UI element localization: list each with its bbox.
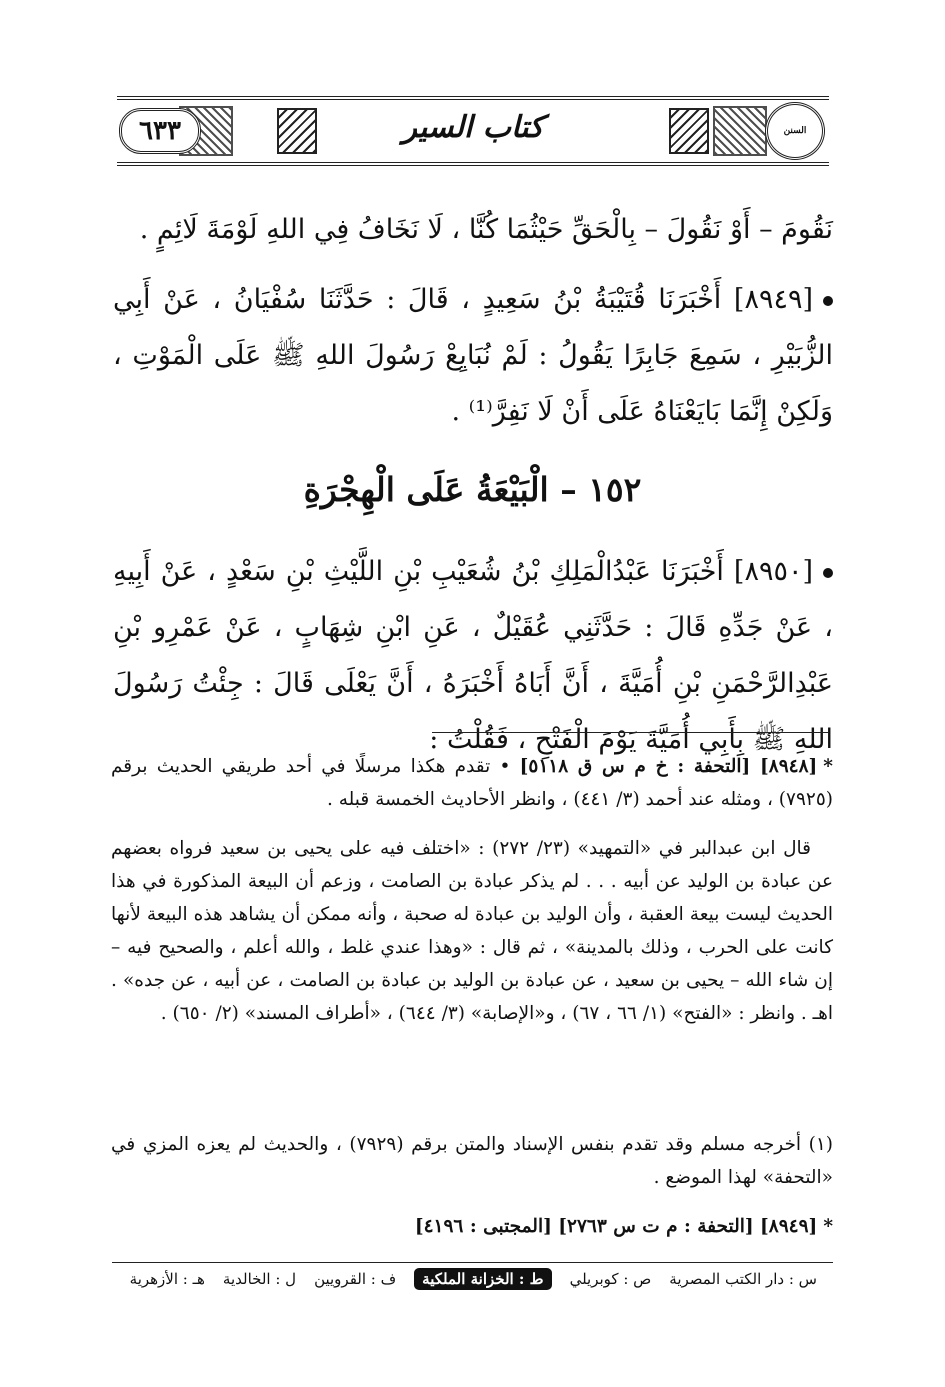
legend-lam: ل : الخالدية	[222, 1270, 297, 1288]
legend-ta: ط : الخزانة الملكية	[414, 1268, 551, 1290]
ornament-hatch-right	[713, 106, 767, 156]
manuscript-legend	[130, 1268, 817, 1290]
legend-divider	[112, 1262, 833, 1263]
footnote-1: (١) أخرجه مسلم وقد تقدم بنفس الإسناد والمتن برقم (٧٩٢٩) ، والحديث لم يعزه المزي في «التحفة» لهذا الموضع .	[111, 1134, 834, 1188]
book-emblem-logo	[765, 102, 825, 160]
emblem-text: السنن	[783, 126, 807, 136]
ornament-hatch-right-inner	[669, 108, 709, 154]
legend-s: س : دار الكتب المصرية	[669, 1270, 817, 1288]
footnote-divider	[432, 732, 829, 733]
legend-fa: ف : القرويين	[314, 1270, 397, 1288]
hadith-8949-text: [٨٩٤٩] أَخْبَرَنَا قُتَيْبَةُ بْنُ سَعِيدٍ ، قَالَ : حَدَّثَنَا سُفْيَانُ ، عَنْ أَبِي الزُّبَيْرِ ، سَمِعَ جَابِرًا يَقُولُ : لَمْ نُبَايِعْ رَسُولَ اللهِ ﷺ عَلَى الْمَوْتِ ، وَلَكِنْ إِنَّمَا بَايَعْنَاهُ عَلَى أَنْ لَا نَفِرَّ⁽¹⁾ .	[113, 284, 833, 427]
note-8948-paragraph: قال ابن عبدالبر في «التمهيد» (٢٣/ ٢٧٢) : «اختلف فيه على يحيى بن سعيد فرواه بعضهم عن عبادة بن الوليد عن أبيه . . . لم يذكر عبادة بن الصامت ، وزعم أن البيعة المذكورة في هذا الحديث ليست بيعة العقبة ، وأن الوليد بن عبادة له صحبة ، وأنه ممكن أن يشاهد هذه البيعة لأنها كانت على الحرب ، وذلك بالمدينة» ، ثم قال : «وهذا عندي غلط ، والله أعلم ، والصحيح فيه – إن شاء الله – يحيى بن سعيد ، عن عبادة بن الوليد بن عبادة بن الصامت ، عن أبيه ، عن جده» . اهـ . وانظر : «الفتح» (١/ ٦٦ ، ٦٧) ، و«الإصابة» (٣/ ٦٤٤) ، «أطراف المسند» (٢/ ٦٥٠) .	[111, 838, 833, 1024]
hadith-8950-text: [٨٩٥٠] أَخْبَرَنَا عَبْدُالْمَلِكِ بْنُ شُعَيْبِ بْنِ اللَّيْثِ بْنِ سَعْدٍ ، عَنْ أَبِيهِ ، عَنْ جَدِّهِ قَالَ : حَدَّثَنِي عُقَيْلٌ ، عَنِ ابْنِ شِهَابٍ ، عَنْ عَمْرِو بْنِ عَبْدِالرَّحْمَنِ بْنِ أُمَيَّةَ ، أَنَّ أَبَاهُ أَخْبَرَهُ ، أَنَّ يَعْلَى قَالَ : جِئْتُ رَسُولَ اللهِ ﷺ بِأَبِي أُمَيَّةَ يَوْمَ الْفَتْحِ ، فَقُلْتُ :	[113, 556, 833, 755]
bullet-icon	[823, 568, 833, 578]
note-star: *	[823, 1216, 833, 1237]
note-8948	[111, 750, 833, 816]
hadith-8950	[113, 544, 833, 768]
note-8948-ref: [٨٩٤٨] [التحفة : خ م س ق ٥١١٨]	[519, 756, 818, 777]
running-title: كتاب السير	[402, 110, 544, 145]
ornament-hatch-left-inner	[277, 108, 317, 154]
hadith-8949	[113, 272, 833, 440]
page-header-ornament	[117, 96, 829, 166]
legend-ha: هـ : الأزهرية	[129, 1270, 205, 1288]
section-heading: ١٥٢ – الْبَيْعَةُ عَلَى الْهِجْرَةِ	[303, 470, 642, 509]
note-8949-ref: [٨٩٤٩] [التحفة : م ت س ٢٧٦٣] [المجتبى : ٤١٩٦]	[414, 1216, 818, 1237]
text-line-continuation: نَقُومَ – أَوْ نَقُولَ – بِالْحَقِّ حَيْثُمَا كُنَّا ، لَا نَخَافُ فِي اللهِ لَوْمَةَ لَائِمٍ .	[139, 214, 833, 245]
note-8948-text: • تقدم هكذا مرسلًا في أحد طريقي الحديث برقم (٧٩٢٥) ، ومثله عند أحمد (٣/ ٤٤١) ، وانظر الأحاديث الخمسة قبله .	[111, 756, 833, 810]
note-8949	[111, 1210, 833, 1243]
legend-sad: ص : كوبريلي	[569, 1270, 652, 1288]
note-star: *	[823, 756, 833, 777]
page-number: ٦٣٣	[119, 108, 201, 154]
bullet-icon	[823, 296, 833, 306]
